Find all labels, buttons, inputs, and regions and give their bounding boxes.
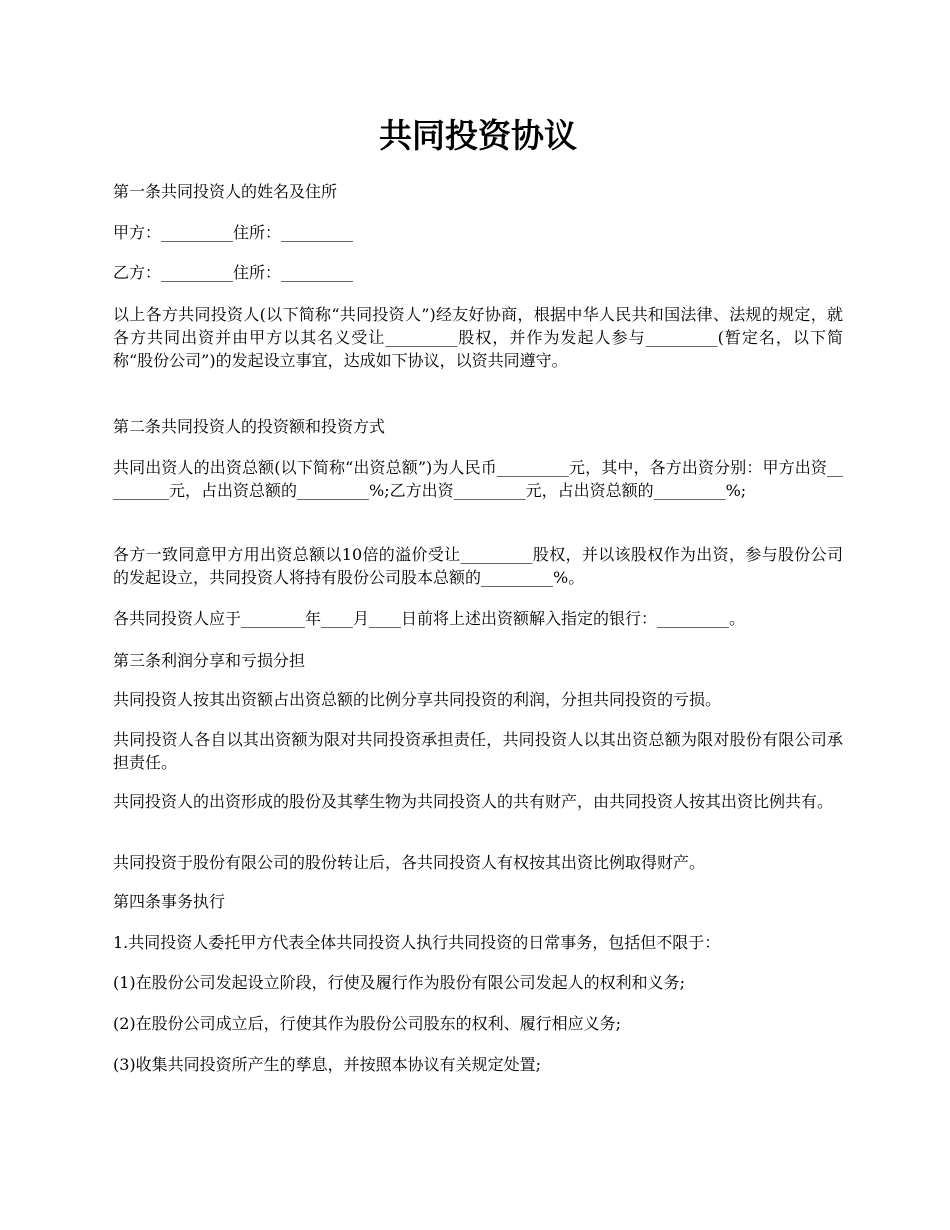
profit-sharing-paragraph: 共同投资人按其出资额占出资总额的比例分享共同投资的利润，分担共同投资的亏损。 <box>113 690 722 709</box>
clause-1-item-1: (1)在股份公司发起设立阶段，行使及履行作为股份有限公司发起人的权利和义务; <box>113 973 686 992</box>
party-a-line: 甲方：_________住所：_________ <box>113 223 354 242</box>
common-property-paragraph: 共同投资人的出资形成的股份及其孳生物为共同投资人的共有财产，由共同投资人按其出资比例共有。 <box>113 792 834 811</box>
liability-paragraph: 共同投资人各自以其出资额为限对共同投资承担责任，共同投资人以其出资总额为限对股份有限公司承担责任。 <box>113 730 843 772</box>
payment-deadline-paragraph: 各共同投资人应于________年____月____日前将上述出资额解入指定的银行：_________。 <box>113 609 746 628</box>
premium-transfer-paragraph: 各方一致同意甲方用出资总额以10倍的溢价受让_________股权，并以该股权作为出资，参与股份公司的发起设立，共同投资人将持有股份公司股本总额的_________%。 <box>113 545 843 587</box>
section-heading-4: 第四条事务执行 <box>113 892 226 911</box>
investment-amount-paragraph: 共同出资人的出资总额(以下简称“出资总额”)为人民币_________元，其中，各方出资分别：甲方出资_________元，占出资总额的_________%;乙方出资_________元，占出资总额的_________%; <box>113 458 843 500</box>
clause-1-paragraph: 1.共同投资人委托甲方代表全体共同投资人执行共同投资的日常事务，包括但不限于： <box>113 933 721 952</box>
section-heading-1: 第一条共同投资人的姓名及住所 <box>113 182 338 201</box>
clause-1-item-3: (3)收集共同投资所产生的孳息，并按照本协议有关规定处置; <box>113 1055 542 1074</box>
section-heading-3: 第三条利润分享和亏损分担 <box>113 651 306 670</box>
preamble-paragraph: 以上各方共同投资人(以下简称“共同投资人”)经友好协商，根据中华人民共和国法律、法规的规定，就各方共同出资并由甲方以其名义受让_________股权，并作为发起人参与_________(暂定名，以下简称“股份公司”)的发起设立事宜，达成如下协议，以资共同遵守。 <box>113 305 843 370</box>
section-heading-2: 第二条共同投资人的投资额和投资方式 <box>113 417 386 436</box>
clause-1-item-2: (2)在股份公司成立后，行使其作为股份公司股东的权利、履行相应义务; <box>113 1014 622 1033</box>
share-transfer-paragraph: 共同投资于股份有限公司的股份转让后，各共同投资人有权按其出资比例取得财产。 <box>113 853 706 872</box>
document-title: 共同投资协议 <box>379 116 577 155</box>
party-b-line: 乙方：_________住所：_________ <box>113 263 354 282</box>
